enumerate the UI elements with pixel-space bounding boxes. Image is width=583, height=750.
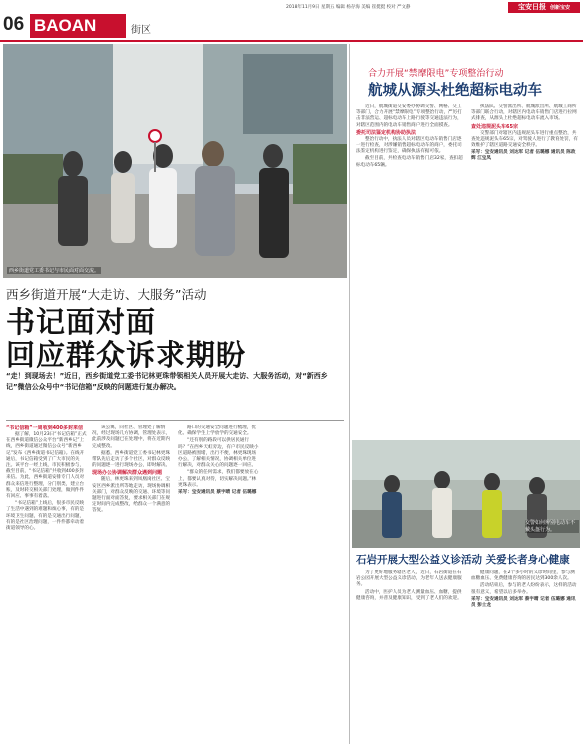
page-number: 06 bbox=[3, 14, 25, 35]
rb-byline: 采写：宝安通讯员 刘达军 蔡宇晴 记者 伍璐娜 通讯员 彭士龙 bbox=[471, 596, 576, 609]
col1-subhead: “书记信箱”一周收到400多封来信 bbox=[6, 425, 84, 431]
col3-para: 路口的交通安全问题进行梳理，优化、确保学生上学放学的交通安全。 bbox=[178, 425, 256, 437]
rb-col2-para: 健康问题，在2个多小时的义诊时间里，参与测血糖血压、免费健康咨询的居民达到300余人次。 bbox=[471, 570, 575, 582]
rb-col2-para: 活动结束后，参与的老人纷纷表示，这样的活动很有意义，希望以后多举办。 bbox=[471, 583, 577, 595]
brand-alt: 创新宝安 bbox=[549, 5, 570, 11]
header-rule bbox=[0, 40, 583, 42]
col2-para: 该公寓，向社区、管理处了解情况，经过现场几方协调，管理处表示，此前涉及问题已在处理中，将在近期内完成整改。 bbox=[92, 425, 171, 449]
article-lead: “走！到现场去！”近日，西乡街道党工委书记林更珠带领相关人员开展大走访、大服务活动，对“新西乡记”微信公众号中“书记信箱”反映的问题进行复办解决。 bbox=[6, 372, 328, 391]
right-photo-caption: 交警如何辨别电动车不戴头盔行为。 bbox=[525, 520, 579, 533]
right-bottom-headline: 石岩开展大型公益义诊活动 关爱长者身心健康 bbox=[356, 554, 570, 566]
rt-col2-para: 交警部门对辖区内违规泥头车进行重点整治，共查处违规泥头车65宗，对驾驶人进行了教育处罚，有效维护了辖区道路交通安全秩序。 bbox=[471, 130, 578, 149]
masthead-logo bbox=[508, 2, 580, 13]
street-scene-illustration bbox=[3, 44, 347, 278]
col3-byline: 采写：宝安通讯员 蔡宇晴 记者 伍璐娜 bbox=[178, 490, 257, 496]
col2-para: 据悉，西乡街道党工委书记林更珠带队先后走访了多个社区，对群众反映的问题逐一进行现场办公，即时解决。 bbox=[92, 450, 171, 469]
rt-col1-subhead: 委托司法鉴定机构协助执法 bbox=[356, 129, 417, 136]
article-headline-line1: 书记面对面 bbox=[6, 305, 157, 339]
date-line: 2018年11月9日 星期五 编辑 杨存海 美编 崔挺挺 校对 严文静 bbox=[286, 5, 411, 10]
rb-col1-para: 活动中，医护人员为老人测量血压、血糖，提供健康咨询，并普及健康知识，受到了老人们的欢迎。 bbox=[356, 589, 462, 601]
section-name-cn: 街区 bbox=[131, 25, 151, 36]
col2-subhead: 现场办公协调解决群众遇到问题 bbox=[92, 470, 163, 477]
column-divider bbox=[349, 44, 350, 744]
lead-rule bbox=[6, 420, 344, 421]
col3-para: “还有别的路段可以供居民通行吗？”在西乡天虹旁边，有户市民反映小区道路被围堵，出行不便，林更珠现场办公，了解相关情况，协调相关单位进行解决，对群众关心的问题逐一回应。 bbox=[178, 438, 259, 469]
col3-para: “群众的任何需求，我们都要放在心上，都要认真对待，切实解决问题。”林更珠表示。 bbox=[178, 470, 259, 488]
col2-para: 随后，林更珠来到凤凰岗社区、宝安区西乡派出所等地走访，现场协调相关部门，对群众反映的交通、环境等问题进行面对面答复，要求相关部门在规定时间内完成整改，给群众一个满意的答复。 bbox=[92, 477, 171, 514]
rt-col1-para: 截至目前，共检查电动车销售门店32家，查扣超标电动车65辆。 bbox=[356, 156, 463, 168]
rt-col1-para: 近日，航城街道交安委办协调交警、网格、交工等部门，合力开展“禁摩限电”专项整治行动，严厉打击非法营运、超标电动车上路行驶等交通违法行为，对辖区范围内的电动车销售商户进行全面摸查。 bbox=[356, 104, 462, 128]
right-top-column-2 bbox=[471, 104, 579, 434]
right-top-column-1 bbox=[356, 104, 466, 434]
right-bottom-column-1 bbox=[356, 570, 466, 744]
rt-col2-para: 执法队、交警派出所、航城派出所、航城工商所等部门联合行动，对辖区内电动车销售门店进行拉网式排查，从源头上杜绝超标电动车流入市场。 bbox=[471, 104, 577, 122]
rt-col2-subhead: 查处违规泥头车65宗 bbox=[471, 123, 518, 130]
rb-col1-para: 为了更好地服务辖区老人，近日，石岩街道在石岩公园开展大型公益义诊活动，为老年人送去健康服务。 bbox=[356, 570, 462, 588]
col1-para: 据了解，10月23日“书记信箱”正式在西乡街道微信公众平台“新西乡记”上线，西乡街道通过微信公众号“新西乡记”发布《西乡街道书记信箱》。在线开通后，书记信箱受到了广大市民的关注。该平台一经上线，市民积极参与，截至目前，“书记信箱”共收到400多封来信。为此，西乡街道安排专门人员对群众来信进行整理，分门别类，建立台账，及时转交相关部门处理，做到件件有回应、事事有着落。 bbox=[6, 432, 87, 500]
left-column-3 bbox=[178, 425, 260, 743]
right-top-headline: 航城从源头杜绝超标电动车 bbox=[368, 83, 542, 99]
rt-col1-para: 整治行动中，执法人员对辖区电动车销售门店逐一进行检查，对涉嫌销售超标电动车的商户，委托司法鉴定机构进行鉴定，确保执法有据可依。 bbox=[356, 136, 462, 155]
rt-byline: 采写：宝安通讯员 刘达军 记者 伍璐娜 通讯员 陈政辉 江宝凤 bbox=[471, 150, 576, 162]
brand-name: 宝安日报 bbox=[517, 3, 546, 11]
article-headline-line2: 回应群众诉求期盼 bbox=[6, 338, 247, 372]
right-top-kicker: 合力开展“禁摩限电”专项整治行动 bbox=[368, 69, 504, 79]
section-name-en: BAOAN bbox=[34, 16, 97, 35]
left-column-1 bbox=[6, 425, 88, 743]
right-bottom-column-2 bbox=[471, 570, 579, 744]
col1-para: “书记信箱”上线后，很多市民反映了生活中遇到的难题和烦心事，有的是环境卫生问题，有的是交通出行问题，有的是社区治理问题，一件件都牵动着街道领导的心。 bbox=[6, 501, 85, 532]
left-column-2 bbox=[92, 425, 174, 743]
article-kicker: 西乡街道开展“大走访、大服务”活动 bbox=[6, 287, 207, 302]
main-photo bbox=[3, 44, 347, 278]
photo-caption: 西乡街道党工委书记与市民面对面交流。 bbox=[9, 268, 100, 274]
